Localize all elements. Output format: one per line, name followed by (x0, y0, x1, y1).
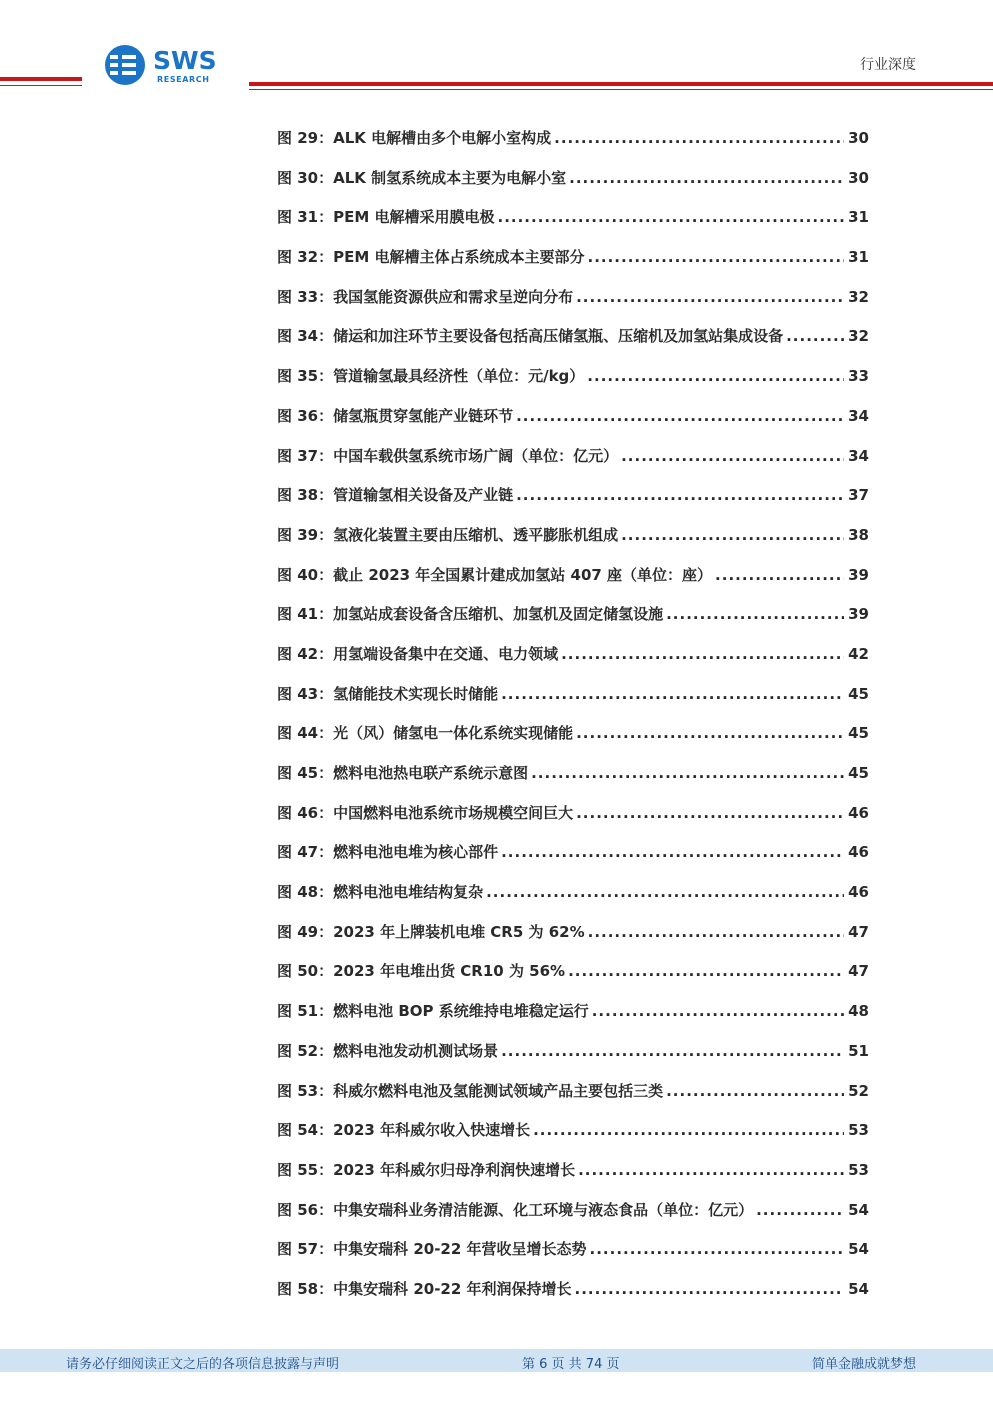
toc-leader-dots (588, 923, 844, 941)
toc-entry-page: 52 (848, 1081, 869, 1100)
toc-entry-page: 34 (848, 446, 869, 465)
toc-entry-page: 30 (848, 129, 869, 147)
toc-entry-title: 图 32：PEM 电解槽主体占系统成本主要部分 (277, 248, 585, 267)
toc-leader-dots (486, 883, 844, 901)
toc-entry-title: 图 52：燃料电池发动机测试场景 (277, 1041, 499, 1060)
toc-entry[interactable] (277, 286, 869, 326)
toc-entry[interactable] (277, 1278, 869, 1318)
header-rule-right-thin (249, 89, 993, 90)
toc-leader-dots (587, 367, 844, 385)
toc-leader-dots (516, 486, 844, 504)
toc-entry-title: 图 49：2023 年上牌装机电堆 CR5 为 62% (277, 922, 585, 941)
toc-entry[interactable] (277, 683, 869, 723)
toc-entry-title: 图 57：中集安瑞科 20-22 年营收呈增长态势 (277, 1240, 587, 1259)
toc-leader-dots (568, 962, 844, 980)
toc-leader-dots (516, 407, 844, 425)
toc-entry-page: 42 (848, 644, 869, 663)
toc-entry[interactable] (277, 1119, 869, 1159)
toc-leader-dots (531, 764, 844, 782)
toc-entry[interactable] (277, 841, 869, 881)
toc-entry[interactable] (277, 365, 869, 405)
toc-leader-dots (666, 605, 844, 623)
toc-entry-page: 39 (848, 605, 869, 624)
toc-entry[interactable] (277, 206, 869, 246)
toc-entry[interactable] (277, 1000, 869, 1040)
page-footer (0, 1349, 993, 1372)
toc-entry-page: 34 (848, 406, 869, 425)
toc-entry[interactable] (277, 484, 869, 524)
toc-entry-page: 45 (848, 724, 869, 743)
toc-leader-dots (592, 1002, 844, 1020)
toc-entry[interactable] (277, 921, 869, 961)
toc-entry-title: 图 35：管道输氢最具经济性（单位：元/kg） (277, 367, 585, 386)
toc-entry-title: 图 36：储氢瓶贯穿氢能产业链环节 (277, 406, 514, 425)
toc-entry-page: 54 (848, 1279, 869, 1298)
toc-entry-page: 45 (848, 764, 869, 782)
toc-entry[interactable] (277, 802, 869, 842)
toc-entry-title: 图 50：2023 年电堆出货 CR10 为 56% (277, 962, 566, 981)
toc-entry[interactable] (277, 1238, 869, 1278)
toc-entry-title: 图 58：中集安瑞科 20-22 年利润保持增长 (277, 1279, 572, 1298)
toc-entry-page: 51 (848, 1041, 869, 1060)
header-rule-left (0, 77, 82, 81)
sws-logo-icon (104, 44, 150, 86)
toc-leader-dots (554, 129, 844, 147)
toc-entry-page: 32 (848, 287, 869, 306)
toc-entry-title: 图 51：燃料电池 BOP 系统维持电堆稳定运行 (277, 1002, 589, 1021)
toc-entry-title: 图 29：ALK 电解槽由多个电解小室构成 (277, 129, 552, 147)
toc-entry-title: 图 37：中国车载供氢系统市场广阔（单位：亿元） (277, 446, 619, 465)
header-rule-right (249, 82, 993, 86)
toc-entry[interactable] (277, 167, 869, 207)
logo-subtext: RESEARCH (157, 75, 210, 84)
toc-entry-title: 图 48：燃料电池电堆结构复杂 (277, 883, 484, 902)
toc-entry[interactable] (277, 524, 869, 564)
toc-leader-dots (621, 526, 844, 544)
toc-entry-page: 47 (848, 922, 869, 941)
toc-leader-dots (498, 208, 845, 226)
toc-entry[interactable] (277, 603, 869, 643)
toc-leader-dots (569, 169, 844, 187)
toc-entry-title: 图 46：中国燃料电池系统市场规模空间巨大 (277, 803, 574, 822)
toc-entry-page: 53 (848, 1160, 869, 1179)
toc-entry[interactable] (277, 643, 869, 683)
toc-entry-title: 图 47：燃料电池电堆为核心部件 (277, 843, 499, 862)
footer-disclaimer: 请务必仔细阅读正文之后的各项信息披露与声明 (66, 1357, 340, 1372)
toc-leader-dots (588, 248, 845, 266)
section-label: 行业深度 (860, 57, 916, 73)
toc-leader-dots (575, 1280, 845, 1298)
toc-leader-dots (533, 1121, 844, 1139)
toc-entry-title: 图 30：ALK 制氢系统成本主要为电解小室 (277, 168, 567, 187)
toc-entry[interactable] (277, 722, 869, 762)
toc-entry-title: 图 31：PEM 电解槽采用膜电极 (277, 208, 495, 227)
toc-entry-page: 53 (848, 1121, 869, 1140)
toc-entry[interactable] (277, 1159, 869, 1199)
toc-leader-dots (501, 1042, 844, 1060)
toc-entry[interactable] (277, 1199, 869, 1239)
toc-entry-page: 45 (848, 684, 869, 703)
figure-index-list (277, 127, 869, 1318)
toc-entry-title: 图 45：燃料电池热电联产系统示意图 (277, 764, 529, 782)
toc-leader-dots (786, 327, 844, 345)
footer-slogan: 简单金融成就梦想 (811, 1357, 916, 1372)
toc-entry-page: 32 (848, 327, 869, 346)
toc-entry-title: 图 56：中集安瑞科业务清洁能源、化工环境与液态食品（单位：亿元） (277, 1200, 754, 1219)
toc-entry-title: 图 54：2023 年科威尔收入快速增长 (277, 1121, 531, 1140)
toc-entry[interactable] (277, 1080, 869, 1120)
toc-leader-dots (756, 1201, 844, 1219)
toc-entry-page: 31 (848, 248, 869, 267)
toc-entry-page: 46 (848, 843, 869, 862)
toc-entry-title: 图 41：加氢站成套设备含压缩机、加氢机及固定储氢设施 (277, 605, 664, 624)
toc-leader-dots (666, 1082, 844, 1100)
toc-entry[interactable] (277, 445, 869, 485)
toc-entry-title: 图 34：储运和加注环节主要设备包括高压储氢瓶、压缩机及加氢站集成设备 (277, 327, 784, 346)
toc-entry-page: 37 (848, 486, 869, 505)
toc-entry[interactable] (277, 246, 869, 286)
toc-leader-dots (576, 804, 844, 822)
toc-entry[interactable] (277, 881, 869, 921)
toc-entry-title: 图 53：科威尔燃料电池及氢能测试领域产品主要包括三类 (277, 1081, 664, 1100)
toc-entry[interactable] (277, 127, 869, 167)
toc-leader-dots (576, 288, 844, 306)
toc-entry[interactable] (277, 405, 869, 445)
header-rule-left-thin (0, 85, 82, 86)
toc-entry-title: 图 43：氢储能技术实现长时储能 (277, 684, 499, 703)
toc-entry-title: 图 40：截止 2023 年全国累计建成加氢站 407 座（单位：座） (277, 565, 713, 584)
toc-entry-page: 46 (848, 883, 869, 902)
toc-entry-title: 图 42：用氢端设备集中在交通、电力领域 (277, 644, 559, 663)
toc-entry-title: 图 44：光（风）储氢电一体化系统实现储能 (277, 724, 574, 743)
toc-leader-dots (590, 1240, 845, 1258)
toc-entry-title: 图 55：2023 年科威尔归母净利润快速增长 (277, 1160, 576, 1179)
toc-leader-dots (576, 724, 844, 742)
toc-leader-dots (578, 1161, 844, 1179)
toc-entry-page: 38 (848, 525, 869, 544)
toc-entry-page: 46 (848, 803, 869, 822)
logo-wordmark: SWS (153, 46, 217, 75)
toc-entry-page: 31 (848, 208, 869, 227)
toc-entry-title: 图 38：管道输氢相关设备及产业链 (277, 486, 514, 505)
toc-entry-title: 图 33：我国氢能资源供应和需求呈逆向分布 (277, 287, 574, 306)
toc-leader-dots (501, 685, 844, 703)
toc-entry-page: 33 (848, 367, 869, 386)
toc-leader-dots (621, 447, 844, 465)
toc-entry[interactable] (277, 325, 869, 365)
toc-leader-dots (561, 645, 844, 663)
toc-entry[interactable] (277, 1040, 869, 1080)
toc-entry-page: 30 (848, 168, 869, 187)
sws-logo (104, 44, 230, 86)
footer-page-number: 第 6 页 共 74 页 (522, 1357, 620, 1372)
toc-entry-page: 54 (848, 1240, 869, 1259)
toc-leader-dots (715, 566, 844, 584)
toc-entry-page: 47 (848, 962, 869, 981)
toc-entry-title: 图 39：氢液化装置主要由压缩机、透平膨胀机组成 (277, 525, 619, 544)
toc-entry-page: 54 (848, 1200, 869, 1219)
toc-entry[interactable] (277, 762, 869, 802)
toc-entry[interactable] (277, 960, 869, 1000)
toc-leader-dots (501, 843, 844, 861)
toc-entry[interactable] (277, 564, 869, 604)
toc-entry-page: 48 (848, 1002, 869, 1021)
toc-entry-page: 39 (848, 565, 869, 584)
